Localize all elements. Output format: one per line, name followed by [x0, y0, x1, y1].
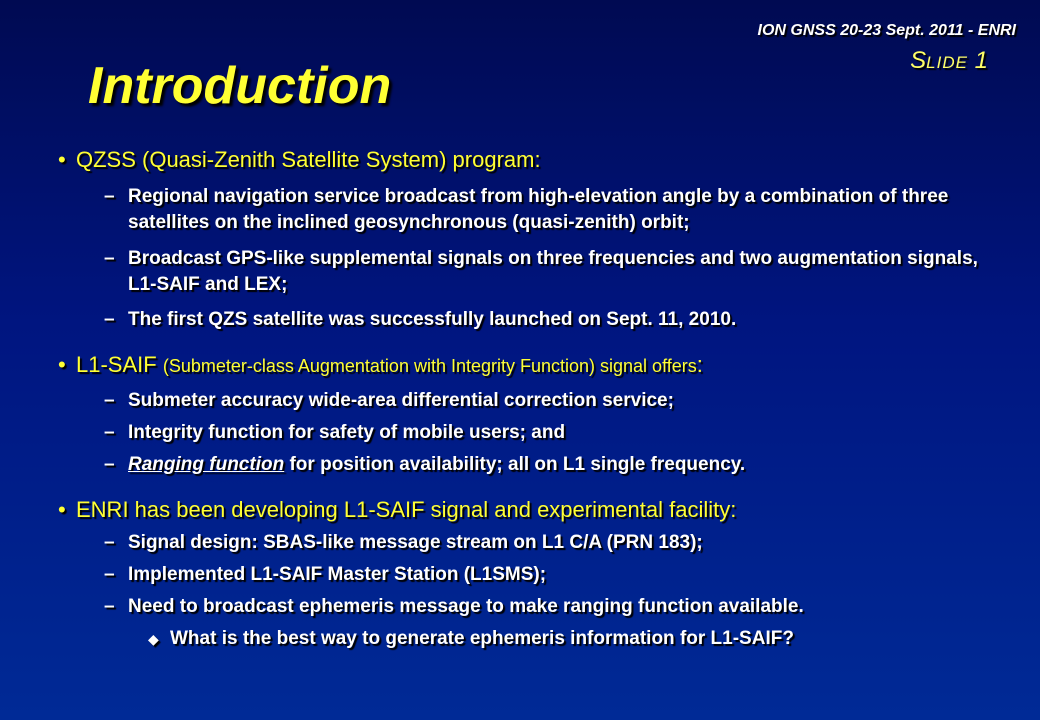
sub-item-text: Need to broadcast ephemeris message to make ranging function available.	[128, 596, 804, 617]
dash-marker: –	[104, 596, 115, 617]
sub-item-text: Implemented L1-SAIF Master Station (L1SMS);	[128, 564, 547, 585]
sub-item-text: Broadcast GPS-like supplemental signals on three frequencies and two augmentation signals, L1-SAIF and LEX;	[128, 248, 978, 295]
sub-item-text: Signal design: SBAS-like message stream on L1 C/A (PRN 183);	[128, 532, 703, 553]
sub-item	[58, 246, 1008, 298]
bullet-dot: •	[58, 147, 66, 172]
dash-marker: –	[104, 248, 115, 269]
dash-marker: –	[104, 454, 115, 475]
sub-item-text: The first QZS satellite was successfully launched on Sept. 11, 2010.	[128, 309, 737, 330]
sub-item	[58, 307, 1008, 333]
sub-item	[58, 420, 1008, 446]
dash-marker: –	[104, 309, 115, 330]
slide-content	[58, 146, 1008, 652]
bullet-text-main: L1-SAIF	[76, 352, 157, 377]
diamond-bullet-icon: ◆	[148, 631, 159, 647]
dash-marker: –	[104, 186, 115, 207]
sub-sub-item-text: What is the best way to generate ephemeris information for L1-SAIF?	[170, 628, 794, 649]
bullet-enri	[58, 496, 1008, 524]
sub-item-text: for position availability; all on L1 single frequency.	[284, 454, 746, 475]
sub-item	[58, 452, 1008, 478]
dash-marker: –	[104, 422, 115, 443]
sub-sub-item	[58, 626, 1008, 652]
slide-number-label	[910, 47, 988, 75]
sub-item	[58, 594, 1008, 620]
bullet-l1saif	[58, 351, 1008, 380]
bullet-text-small: (Submeter-class Augmentation with Integrity Function) signal offers	[162, 356, 697, 376]
conference-header: ION GNSS 20-23 Sept. 2011 - ENRI	[757, 22, 1016, 39]
dash-marker: –	[104, 532, 115, 553]
slide-label-rest: LIDE	[926, 53, 968, 72]
bullet-dot: •	[58, 497, 66, 522]
bullet-text-end: :	[696, 352, 703, 377]
slide-title: Introduction	[88, 57, 392, 115]
sub-item	[58, 530, 1008, 556]
bullet-qzss	[58, 146, 1008, 174]
dash-marker: –	[104, 564, 115, 585]
bullet-dot: •	[58, 352, 66, 377]
sub-item-text: Integrity function for safety of mobile users; and	[128, 422, 566, 443]
bullet-text: ENRI has been developing L1-SAIF signal and experimental facility:	[76, 497, 737, 522]
sub-item	[58, 184, 1008, 236]
sub-item	[58, 562, 1008, 588]
underlined-term: Ranging function	[128, 454, 285, 475]
bullet-text: QZSS (Quasi-Zenith Satellite System) program:	[76, 147, 541, 172]
sub-item-text: Submeter accuracy wide-area differential correction service;	[128, 390, 674, 411]
sub-item-text: Regional navigation service broadcast from high-elevation angle by a combination of three satellites on the inclined geosynchronous (quasi-zenith) orbit;	[128, 186, 949, 233]
dash-marker: –	[104, 390, 115, 411]
slide-label-first: S	[910, 47, 927, 74]
sub-item	[58, 388, 1008, 414]
slide-number: 1	[974, 47, 988, 74]
